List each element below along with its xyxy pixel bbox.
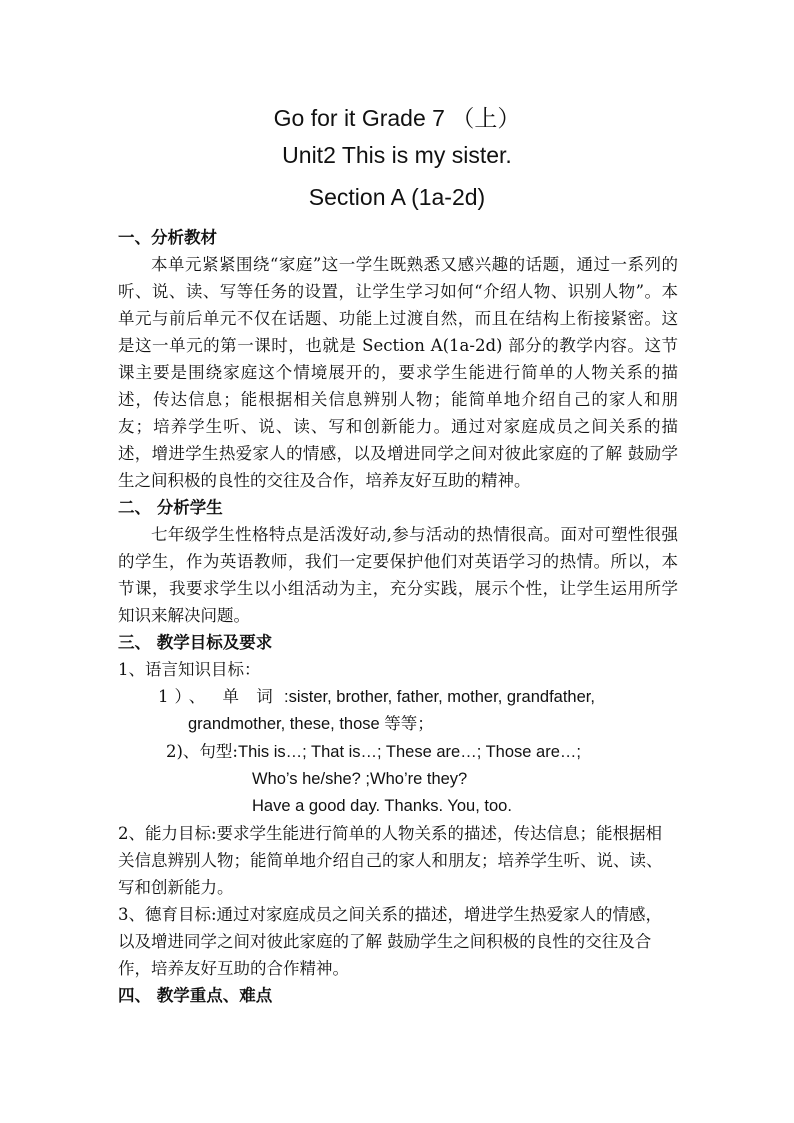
body-text	[118, 224, 678, 1009]
sentence-patterns-c: Have a good day. Thanks. You, too.	[252, 797, 512, 815]
sentence-label: 2)、句型:	[166, 742, 238, 761]
heading-analyze-students: 二、 分析学生	[118, 498, 223, 517]
sentence-patterns-b: Who’s he/she? ;Who’re they?	[252, 770, 468, 788]
vocabulary-words: :sister, brother, father, mother, grandfather,	[284, 688, 595, 706]
unit-title: Unit2 This is my sister.	[282, 142, 512, 168]
vocabulary-line	[118, 683, 678, 711]
vocabulary-label: 1）、 单 词	[158, 687, 279, 706]
sentence-line	[118, 738, 678, 766]
ability-goal: 2、能力目标:要求学生能进行简单的人物关系的描述，传达信息；能根据相关信息辨别人物；能简单地介绍自己的家人和朋友；培养学生听、说、读、写和创新能力。	[118, 824, 663, 897]
textbook-analysis-paragraph: 本单元紧紧围绕“家庭”这一学生既熟悉又感兴趣的话题，通过一系列的听、说、读、写等任务的设置，让学生学习如何“介绍人物、识别人物”。本单元与前后单元不仅在话题、功能上过渡自然，而且在结构上衔接紧密。这是这一单元的第一课时，也就是 Section A(1a-2d) 部分的教学内容。这节课主要是围绕家庭这个情境展开的，要求学生能进行简单的人物关系的描述，传达信息；能根据相关信息辨别人物；能简单地介绍自己的家人和朋友；培养学生听、说、读、写和创新能力。通过对家庭成员之间关系的描述，增进学生热爱家人的情感，以及增进同学之间对彼此家庭的了解 鼓励学生之间积极的良性的交往及合作，培养友好互助的精神。	[118, 255, 678, 490]
heading-teaching-goals: 三、 教学目标及要求	[118, 633, 273, 652]
heading-key-points: 四、 教学重点、难点	[118, 986, 273, 1005]
heading-analyze-textbook: 一、分析教材	[118, 228, 217, 247]
course-title: Go for it Grade 7 （上）	[273, 105, 521, 131]
section-title: Section A (1a-2d)	[308, 184, 486, 210]
vocabulary-words-cont: grandmother, these, those 等等；	[188, 715, 434, 733]
sentence-patterns-a: This is…; That is…; These are…; Those are…;	[238, 743, 581, 761]
student-analysis-paragraph: 七年级学生性格特点是活泼好动,参与活动的热情很高。面对可塑性很强的学生，作为英语教师，我们一定要保护他们对英语学习的热情。所以，本节课，我要求学生以小组活动为主，充分实践，展示个性，让学生运用所学知识来解决问题。	[118, 525, 678, 625]
language-knowledge-goal: 1、语言知识目标：	[118, 660, 261, 679]
moral-goal: 3、德育目标:通过对家庭成员之间关系的描述，增进学生热爱家人的情感，以及增进同学之间对彼此家庭的了解 鼓励学生之间积极的良性的交往及合作，培养友好互助的合作精神。	[118, 905, 663, 978]
